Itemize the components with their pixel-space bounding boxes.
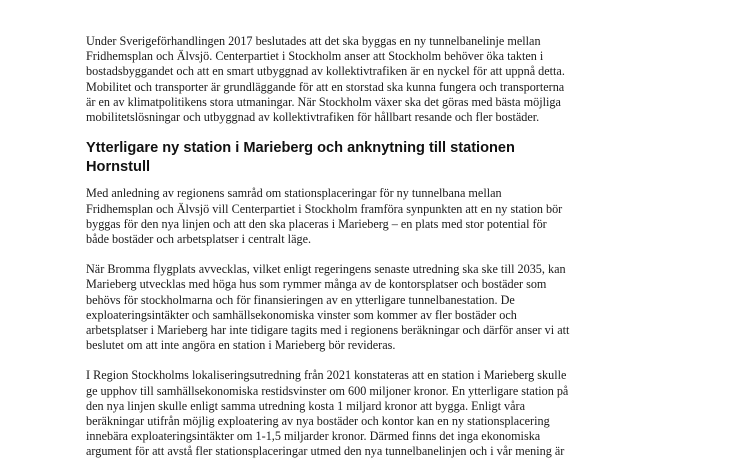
text-line: Med anledning av regionens samråd om stationsplaceringar för ny tunnelbana mellan bbox=[86, 186, 502, 201]
text-line: behövs för stockholmarna och för finansieringen av en ytterligare tunnelbanestation. De bbox=[86, 292, 515, 307]
document-body bbox=[86, 5, 726, 460]
paragraph-region bbox=[86, 368, 726, 459]
text-line: bostadsbyggandet och att en smart utbyggnad av kollektivtrafiken är en nyckel för att uppnå detta. bbox=[86, 64, 565, 79]
paragraph-samrad bbox=[86, 186, 726, 247]
section-heading bbox=[86, 139, 726, 176]
text-line: byggas för den nya linjen och att den ska placeras i Marieberg – en plats med stor potential för bbox=[86, 216, 547, 231]
text-line: både bostäder och arbetsplatser i centralt läge. bbox=[86, 232, 312, 247]
text-line: Mobilitet och transporter är grundläggande för att en storstad ska kunna fungera och transporterna bbox=[86, 79, 565, 94]
text-line: mobilitetslösningar och utbyggnad av kollektivtrafiken för hållbart resande och fler bostäder. bbox=[86, 110, 540, 125]
text-line: argument för att avstå fler stationsplaceringar utmed den nya tunnelbanelinjen och i vår mening är bbox=[86, 444, 565, 459]
text-line: är en av klimatpolitikens stora utmaningar. När Stockholm växer ska det göras med bästa möjliga bbox=[86, 94, 561, 109]
text-line: den nya linjen skulle enligt samma utredning kosta 1 miljard kronor att bygga. Enligt våra bbox=[86, 398, 525, 413]
text-line: exploateringsintäkter och samhällsekonomiska vinster som kommer av fler bostäder och bbox=[86, 307, 517, 322]
text-line: ge upphov till samhällsekonomiska restidsvinster om 600 miljoner kronor. En ytterligare station på bbox=[86, 383, 569, 398]
text-line: beräkningar utifrån möjlig exploatering av nya bostäder och kontor kan en ny stationsplacering bbox=[86, 414, 550, 429]
text-line: innebära exploateringsintäkter om 1-1,5 miljarder kronor. Därmed finns det inga ekonomiska bbox=[86, 429, 541, 444]
text-line: Fridhemsplan och Älvsjö vill Centerpartiet i Stockholm framföra synpunkten att en ny station bör bbox=[86, 201, 563, 216]
text-line: När Bromma flygplats avvecklas, vilket enligt regeringens senaste utredning ska ske till 2035, kan bbox=[86, 262, 566, 277]
text-line: Marieberg utvecklas med höga hus som rymmer många av de kontorsplatser och bostäder som bbox=[86, 277, 547, 292]
text-line: I Region Stockholms lokaliseringsutredning från 2021 konstateras att en station i Marieberg skulle bbox=[86, 368, 567, 383]
heading-line: Hornstull bbox=[86, 158, 151, 175]
text-line: beslutet om att inte angöra en station i Marieberg bör revideras. bbox=[86, 338, 396, 353]
heading-line: Ytterligare ny station i Marieberg och anknytning till stationen bbox=[86, 140, 515, 157]
text-line: arbetsplatser i Marieberg har inte tidigare tagits med i regionens beräkningar och därför anser vi att bbox=[86, 323, 570, 338]
paragraph-intro bbox=[86, 34, 726, 125]
text-line: Under Sverigeförhandlingen 2017 beslutades att det ska byggas en ny tunnelbanelinje mellan bbox=[86, 34, 541, 48]
text-line: Fridhemsplan och Älvsjö. Centerpartiet i Stockholm anser att Stockholm behöver öka takten i bbox=[86, 49, 544, 64]
paragraph-bromma bbox=[86, 262, 726, 353]
